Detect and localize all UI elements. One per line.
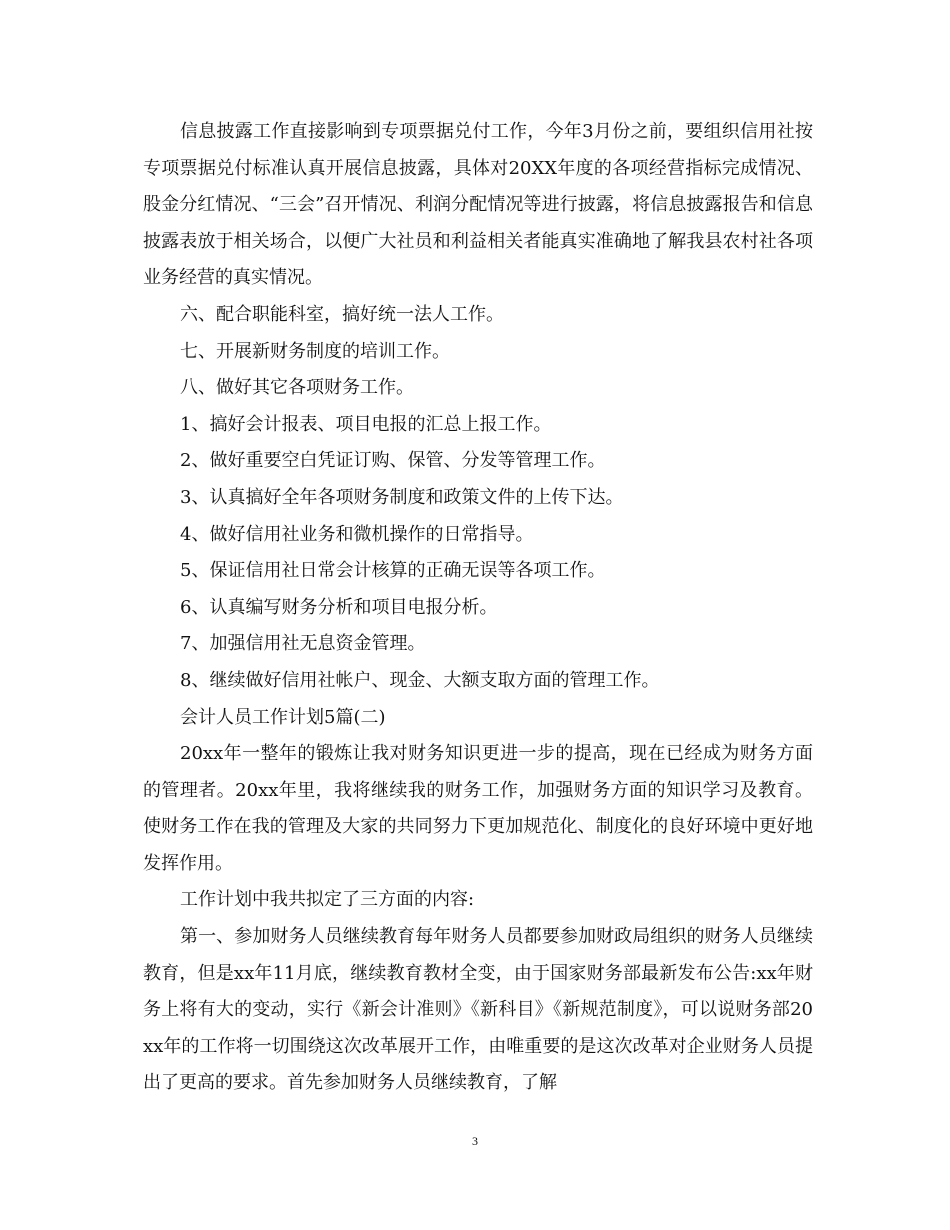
paragraph-first-point: 第一、参加财务人员继续教育每年财务人员都要参加财政局组织的财务人员继续教育，但是xx年11月底，继续教育教材全变，由于国家财务部最新发布公告:xx年财务上将有大的变动，实行《新会计准则》《新科目》《新规范制度》，可以说财务部20xx年的工作将一切围绕这次改革展开工作，由唯重要的是这次改革对企业财务人员提出了更高的要求。首先参加财务人员继续教育，了解 bbox=[143, 926, 813, 1094]
list-item-5: 5、保证信用社日常会计核算的正确无误等各项工作。 bbox=[180, 560, 606, 582]
list-item-3: 3、认真搞好全年各项财务制度和政策文件的上传下达。 bbox=[180, 486, 624, 508]
list-item-7: 7、加强信用社无息资金管理。 bbox=[180, 633, 426, 655]
paragraph-item-6: 六、配合职能科室，搞好统一法人工作。 bbox=[180, 303, 504, 325]
paragraph-info-disclosure: 信息披露工作直接影响到专项票据兑付工作，今年3月份之前，要组织信用社按专项票据兑付标准认真开展信息披露，具体对20XX年度的各项经营指标完成情况、股金分红情况、“三会”召开情况、利润分配情况等进行披露，将信息披露报告和信息披露表放于相关场合，以便广大社员和利益相关者能真实准确地了解我县农村社各项业务经营的真实情况。 bbox=[143, 121, 813, 289]
section-heading: 会计人员工作计划5篇(二) bbox=[180, 706, 386, 728]
list-item-8: 8、继续做好信用社帐户、现金、大额支取方面的管理工作。 bbox=[180, 669, 660, 691]
list-item-1: 1、搞好会计报表、项目电报的汇总上报工作。 bbox=[180, 413, 552, 435]
paragraph-plan-intro: 工作计划中我共拟定了三方面的内容: bbox=[180, 889, 475, 911]
list-item-6: 6、认真编写财务分析和项目电报分析。 bbox=[180, 596, 498, 618]
list-item-2: 2、做好重要空白凭证订购、保管、分发等管理工作。 bbox=[180, 450, 606, 472]
list-item-4: 4、做好信用社业务和微机操作的日常指导。 bbox=[180, 523, 534, 545]
document-body bbox=[143, 114, 813, 1102]
paragraph-item-8: 八、做好其它各项财务工作。 bbox=[180, 377, 414, 399]
paragraph-year-review: 20xx年一整年的锻炼让我对财务知识更进一步的提高，现在已经成为财务方面的管理者。20xx年里，我将继续我的财务工作，加强财务方面的知识学习及教育。使财务工作在我的管理及大家的共同努力下更加规范化、制度化的良好环境中更好地发挥作用。 bbox=[143, 743, 813, 874]
page-number: 3 bbox=[472, 1134, 478, 1148]
paragraph-item-7: 七、开展新财务制度的培训工作。 bbox=[180, 340, 450, 362]
